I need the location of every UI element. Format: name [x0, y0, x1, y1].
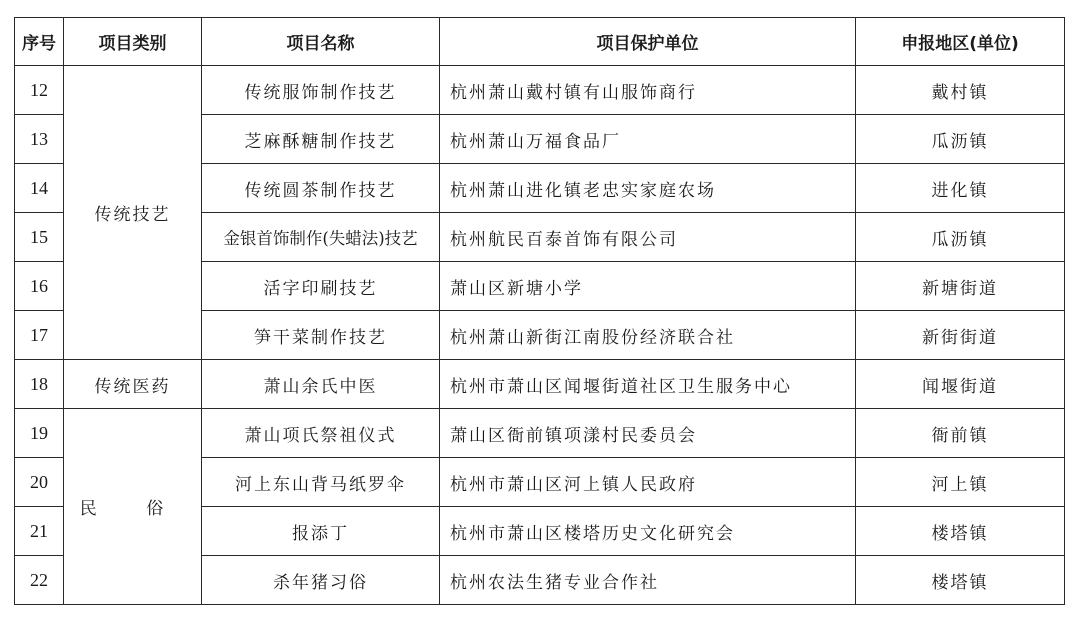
row-protection-unit: 杭州萧山万福食品厂 — [440, 115, 856, 164]
table-header-row — [15, 18, 1065, 66]
row-declaring-region: 河上镇 — [856, 458, 1065, 507]
row-protection-unit: 杭州农法生猪专业合作社 — [440, 556, 856, 605]
row-serial-number: 19 — [15, 409, 64, 458]
row-project-name: 萧山余氏中医 — [202, 360, 440, 409]
row-project-name: 活字印刷技艺 — [202, 262, 440, 311]
category-cell-folk: 民 俗 — [64, 409, 202, 605]
row-serial-number: 12 — [15, 66, 64, 115]
row-project-name: 传统服饰制作技艺 — [202, 66, 440, 115]
row-protection-unit: 萧山区衙前镇项漾村民委员会 — [440, 409, 856, 458]
row-serial-number: 22 — [15, 556, 64, 605]
table-row — [15, 360, 1065, 409]
row-protection-unit: 杭州市萧山区闻堰街道社区卫生服务中心 — [440, 360, 856, 409]
header-project-category: 项目类别 — [64, 18, 202, 66]
row-project-name: 河上东山背马纸罗伞 — [202, 458, 440, 507]
category-cell-craft: 传统技艺 — [64, 66, 202, 360]
row-serial-number: 17 — [15, 311, 64, 360]
row-project-name: 传统圆茶制作技艺 — [202, 164, 440, 213]
row-serial-number: 20 — [15, 458, 64, 507]
row-protection-unit: 杭州市萧山区河上镇人民政府 — [440, 458, 856, 507]
header-serial-number: 序号 — [15, 18, 64, 66]
row-serial-number: 16 — [15, 262, 64, 311]
header-protection-unit: 项目保护单位 — [440, 18, 856, 66]
table-row — [15, 66, 1065, 115]
row-serial-number: 15 — [15, 213, 64, 262]
row-declaring-region: 楼塔镇 — [856, 556, 1065, 605]
row-declaring-region: 闻堰街道 — [856, 360, 1065, 409]
row-declaring-region: 衙前镇 — [856, 409, 1065, 458]
row-protection-unit: 杭州萧山新街江南股份经济联合社 — [440, 311, 856, 360]
row-declaring-region: 瓜沥镇 — [856, 115, 1065, 164]
heritage-project-table — [14, 17, 1065, 605]
row-project-name: 芝麻酥糖制作技艺 — [202, 115, 440, 164]
heritage-project-table-container — [14, 17, 1064, 605]
row-protection-unit: 杭州航民百泰首饰有限公司 — [440, 213, 856, 262]
row-serial-number: 13 — [15, 115, 64, 164]
row-declaring-region: 新塘街道 — [856, 262, 1065, 311]
row-protection-unit: 杭州萧山进化镇老忠实家庭农场 — [440, 164, 856, 213]
row-declaring-region: 楼塔镇 — [856, 507, 1065, 556]
row-protection-unit: 杭州市萧山区楼塔历史文化研究会 — [440, 507, 856, 556]
row-project-name: 金银首饰制作(失蜡法)技艺 — [202, 213, 440, 262]
row-declaring-region: 进化镇 — [856, 164, 1065, 213]
header-declaring-region: 申报地区(单位) — [856, 18, 1065, 66]
row-serial-number: 18 — [15, 360, 64, 409]
row-serial-number: 21 — [15, 507, 64, 556]
row-declaring-region: 瓜沥镇 — [856, 213, 1065, 262]
row-declaring-region: 戴村镇 — [856, 66, 1065, 115]
header-project-name: 项目名称 — [202, 18, 440, 66]
row-protection-unit: 萧山区新塘小学 — [440, 262, 856, 311]
row-serial-number: 14 — [15, 164, 64, 213]
row-protection-unit: 杭州萧山戴村镇有山服饰商行 — [440, 66, 856, 115]
row-declaring-region: 新街街道 — [856, 311, 1065, 360]
row-project-name: 杀年猪习俗 — [202, 556, 440, 605]
row-project-name: 萧山项氏祭祖仪式 — [202, 409, 440, 458]
row-project-name: 报添丁 — [202, 507, 440, 556]
table-row — [15, 409, 1065, 458]
row-project-name: 笋干菜制作技艺 — [202, 311, 440, 360]
category-cell-medicine: 传统医药 — [64, 360, 202, 409]
